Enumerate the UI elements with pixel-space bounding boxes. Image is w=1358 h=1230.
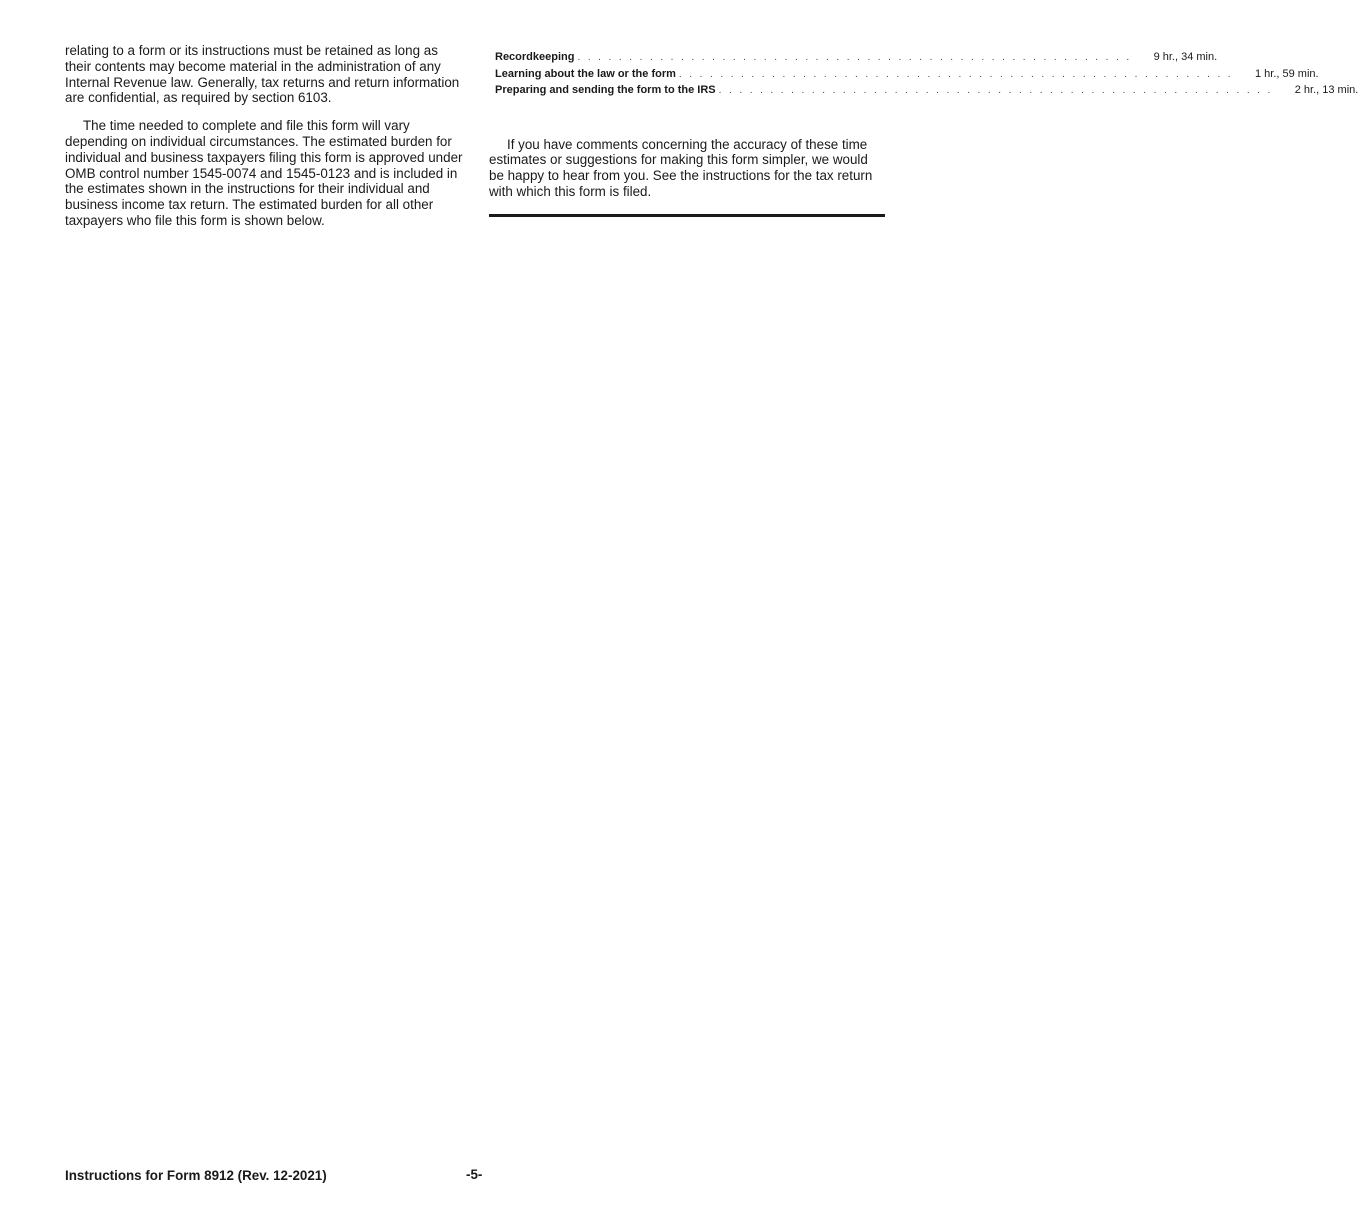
burden-row-time: 9 hr., 34 min. [1153, 51, 1218, 63]
comments-paragraph: If you have comments concerning the accuracy of these time estimates or suggestions for making this form simpler, we would be happy to hear from you. See the instructions for the tax return with which this form is filed. [489, 136, 873, 199]
burden-row [495, 66, 1319, 83]
right-column [489, 43, 1358, 200]
burden-row-label: Preparing and sending the form to the IRS [495, 84, 716, 96]
time-burden-paragraph: The time needed to complete and file this form will vary depending on individual circumstances. The estimated burden for individual and business taxpayers filing this form is approved under OMB control number 1545-0074 and 1545-0123 and is included in the estimates shown in the instructions for their individual and business income tax return. The estimated burden for all other taxpayers who file this form is shown below. [65, 118, 463, 228]
burden-row [495, 82, 1358, 99]
dot-leader: . . . . . . . . . . . . . . . . . . . . . . . . . . . . . . . . . . . . . . . . . . . . . . . . . . . . . . [718, 85, 1273, 96]
footer-form-title: Instructions for Form 8912 (Rev. 12-2021) [65, 1168, 327, 1183]
burden-row-label: Recordkeeping [495, 51, 575, 63]
burden-row [495, 49, 1218, 66]
burden-row-label: Learning about the law or the form [495, 67, 676, 80]
burden-row-time: 1 hr., 59 min. [1255, 67, 1319, 80]
section-divider [489, 214, 885, 217]
page-number: -5- [466, 1167, 483, 1182]
dot-leader: . . . . . . . . . . . . . . . . . . . . . . . . . . . . . . . . . . . . . . . . . . . . . . . . . . . . . . [678, 68, 1233, 80]
left-column [65, 43, 465, 229]
burden-table [495, 49, 1358, 99]
burden-row-time: 2 hr., 13 min. [1294, 84, 1358, 96]
confidentiality-paragraph: relating to a form or its instructions must be retained as long as their contents may become material in the administration of any Internal Revenue law. Generally, tax returns and return information are confidential, as required by section 6103. [65, 43, 460, 106]
dot-leader: . . . . . . . . . . . . . . . . . . . . . . . . . . . . . . . . . . . . . . . . . . . . . . . . . . . . . . [577, 52, 1132, 63]
